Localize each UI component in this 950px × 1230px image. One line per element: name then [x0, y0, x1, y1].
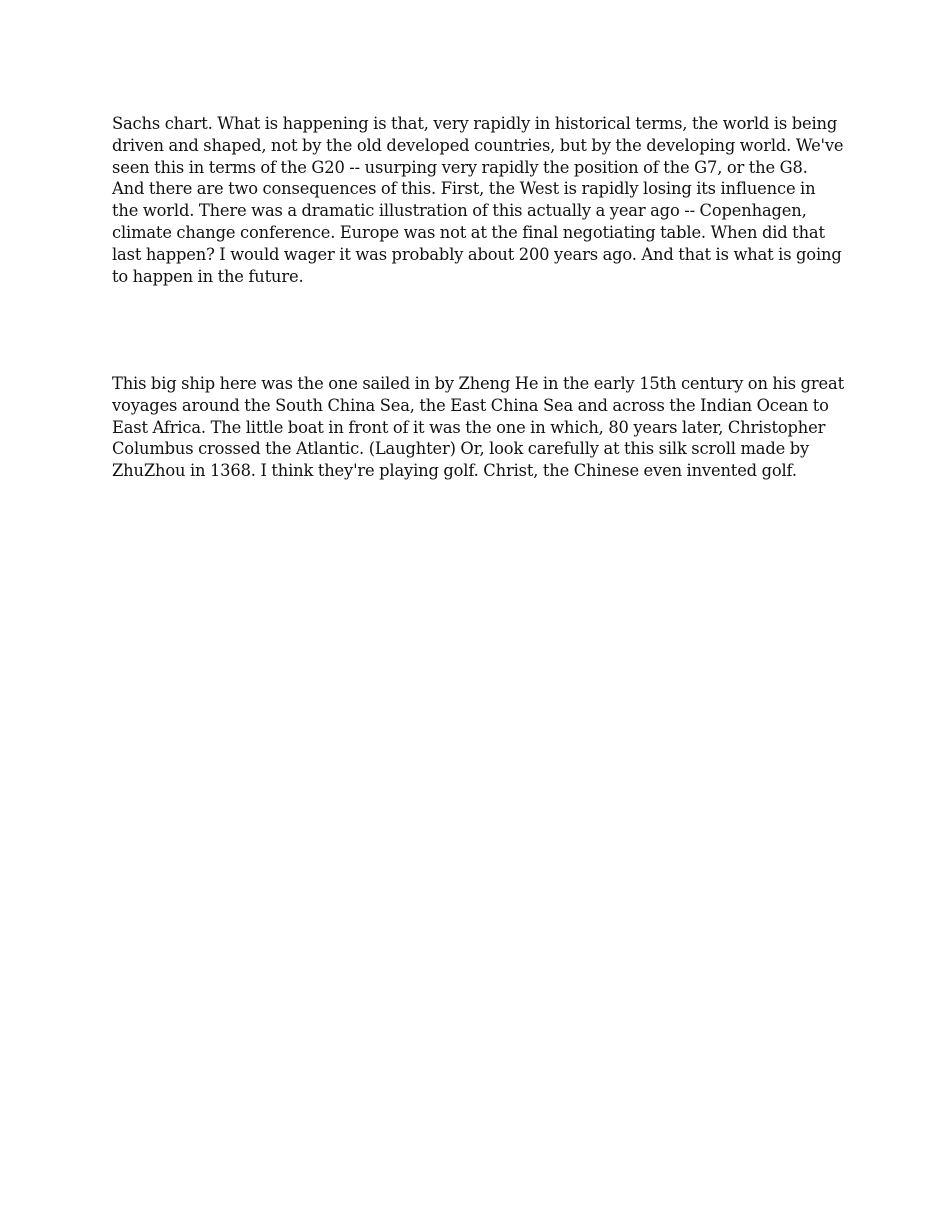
paragraph-2: This big ship here was the one sailed in by Zheng He in the early 15th century on his great voyages around the South China Sea, the East China Sea and across the Indian Ocean to East Africa. The little boat in front of it was the one in which, 80 years later, Christopher Columbus crossed the Atlantic. (Laughter) Or, look carefully at this silk scroll made by ZhuZhou in 1368. I think they're playing golf. Christ, the Chinese even invented golf.	[112, 374, 844, 481]
paragraph-1: Sachs chart. What is happening is that, very rapidly in historical terms, the world is being driven and shaped, not by the old developed countries, but by the developing world. We've seen this in terms of the G20 -- usurping very rapidly the position of the G7, or the G8. And there are two consequences of this. First, the West is rapidly losing its influence in the world. There was a dramatic illustration of this actually a year ago -- Copenhagen, climate change conference. Europe was not at the final negotiating table. When did that last happen? I would wager it was probably about 200 years ago. And that is what is going to happen in the future.	[112, 114, 844, 286]
